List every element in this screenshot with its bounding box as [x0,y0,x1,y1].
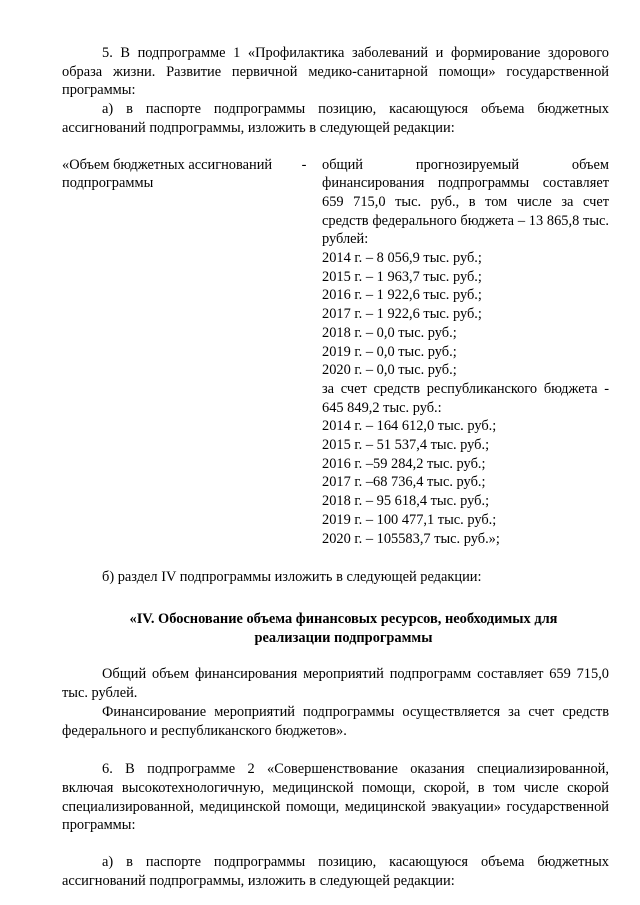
republican-year-line: 2016 г. –59 284,2 тыс. руб.; [322,455,486,472]
passport-total: общий прогнозируемый объем финансирования подпрограммы составляет 659 715,0 тыс. руб., в том числе за счет средств федерального бюджета – 13 865,8 тыс. рублей: [322,156,609,248]
section4-paragraph-2: Финансирование мероприятий подпрограммы осуществляется за счет средств федерального и республиканского бюджетов». [62,703,609,739]
item5-a: а) в паспорте подпрограммы позицию, касающуюся объема бюджетных ассигнований подпрограммы, изложить в следующей редакции: [62,101,609,136]
republican-year-line: 2017 г. –68 736,4 тыс. руб.; [322,474,486,491]
republican-year-line: 2014 г. – 164 612,0 тыс. руб.; [322,418,497,435]
section4-heading: «IV. Обоснование объема финансовых ресурсов, необходимых для реализации подпрограммы [129,610,558,646]
republican-year-line: 2018 г. – 95 618,4 тыс. руб.; [322,493,490,510]
federal-year-line: 2016 г. – 1 922,6 тыс. руб.; [322,287,482,304]
item5-b: б) раздел IV подпрограммы изложить в следующей редакции: [102,569,482,586]
document-page [62,44,609,890]
passport-label-cell [62,156,314,549]
federal-year-line: 2018 г. – 0,0 тыс. руб.; [322,324,457,341]
passport-table [62,156,609,549]
republican-year-line: 2019 г. – 100 477,1 тыс. руб.; [322,511,497,528]
republican-year-line: 2020 г. – 105583,7 тыс. руб.»; [322,530,500,547]
republican-year-line: 2015 г. – 51 537,4 тыс. руб.; [322,437,490,454]
federal-year-line: 2019 г. – 0,0 тыс. руб.; [322,343,457,360]
passport-value-cell [314,156,609,549]
section4-paragraph-1: Общий объем финансирования мероприятий подпрограмм составляет 659 715,0 тыс. рублей. [62,666,609,702]
passport-dash: - [301,156,307,173]
federal-year-line: 2020 г. – 0,0 тыс. руб.; [322,362,457,379]
item5-intro: 5. В подпрограмме 1 «Профилактика заболеваний и формирование здорового образа жизни. Развитие первичной медико-санитарной помощи» государственной программы: [62,45,609,99]
item6-intro: 6. В подпрограмме 2 «Совершенствование оказания специализированной, включая высокотехнологичную, медицинской помощи, скорой, в том числе скорой специализированной, медицинской помощи, медицинской эвакуации» государственной программы: [62,761,609,834]
item6-a: а) в паспорте подпрограммы позицию, касающуюся объема бюджетных ассигнований подпрограммы, изложить в следующей редакции: [62,854,609,889]
republican-intro: за счет средств республиканского бюджета - 645 849,2 тыс. руб.: [322,380,609,416]
federal-year-line: 2017 г. – 1 922,6 тыс. руб.; [322,306,482,323]
federal-year-line: 2015 г. – 1 963,7 тыс. руб.; [322,268,482,285]
passport-label: «Объем бюджетных ассигнований подпрограммы [62,156,273,192]
federal-year-line: 2014 г. – 8 056,9 тыс. руб.; [322,250,482,267]
